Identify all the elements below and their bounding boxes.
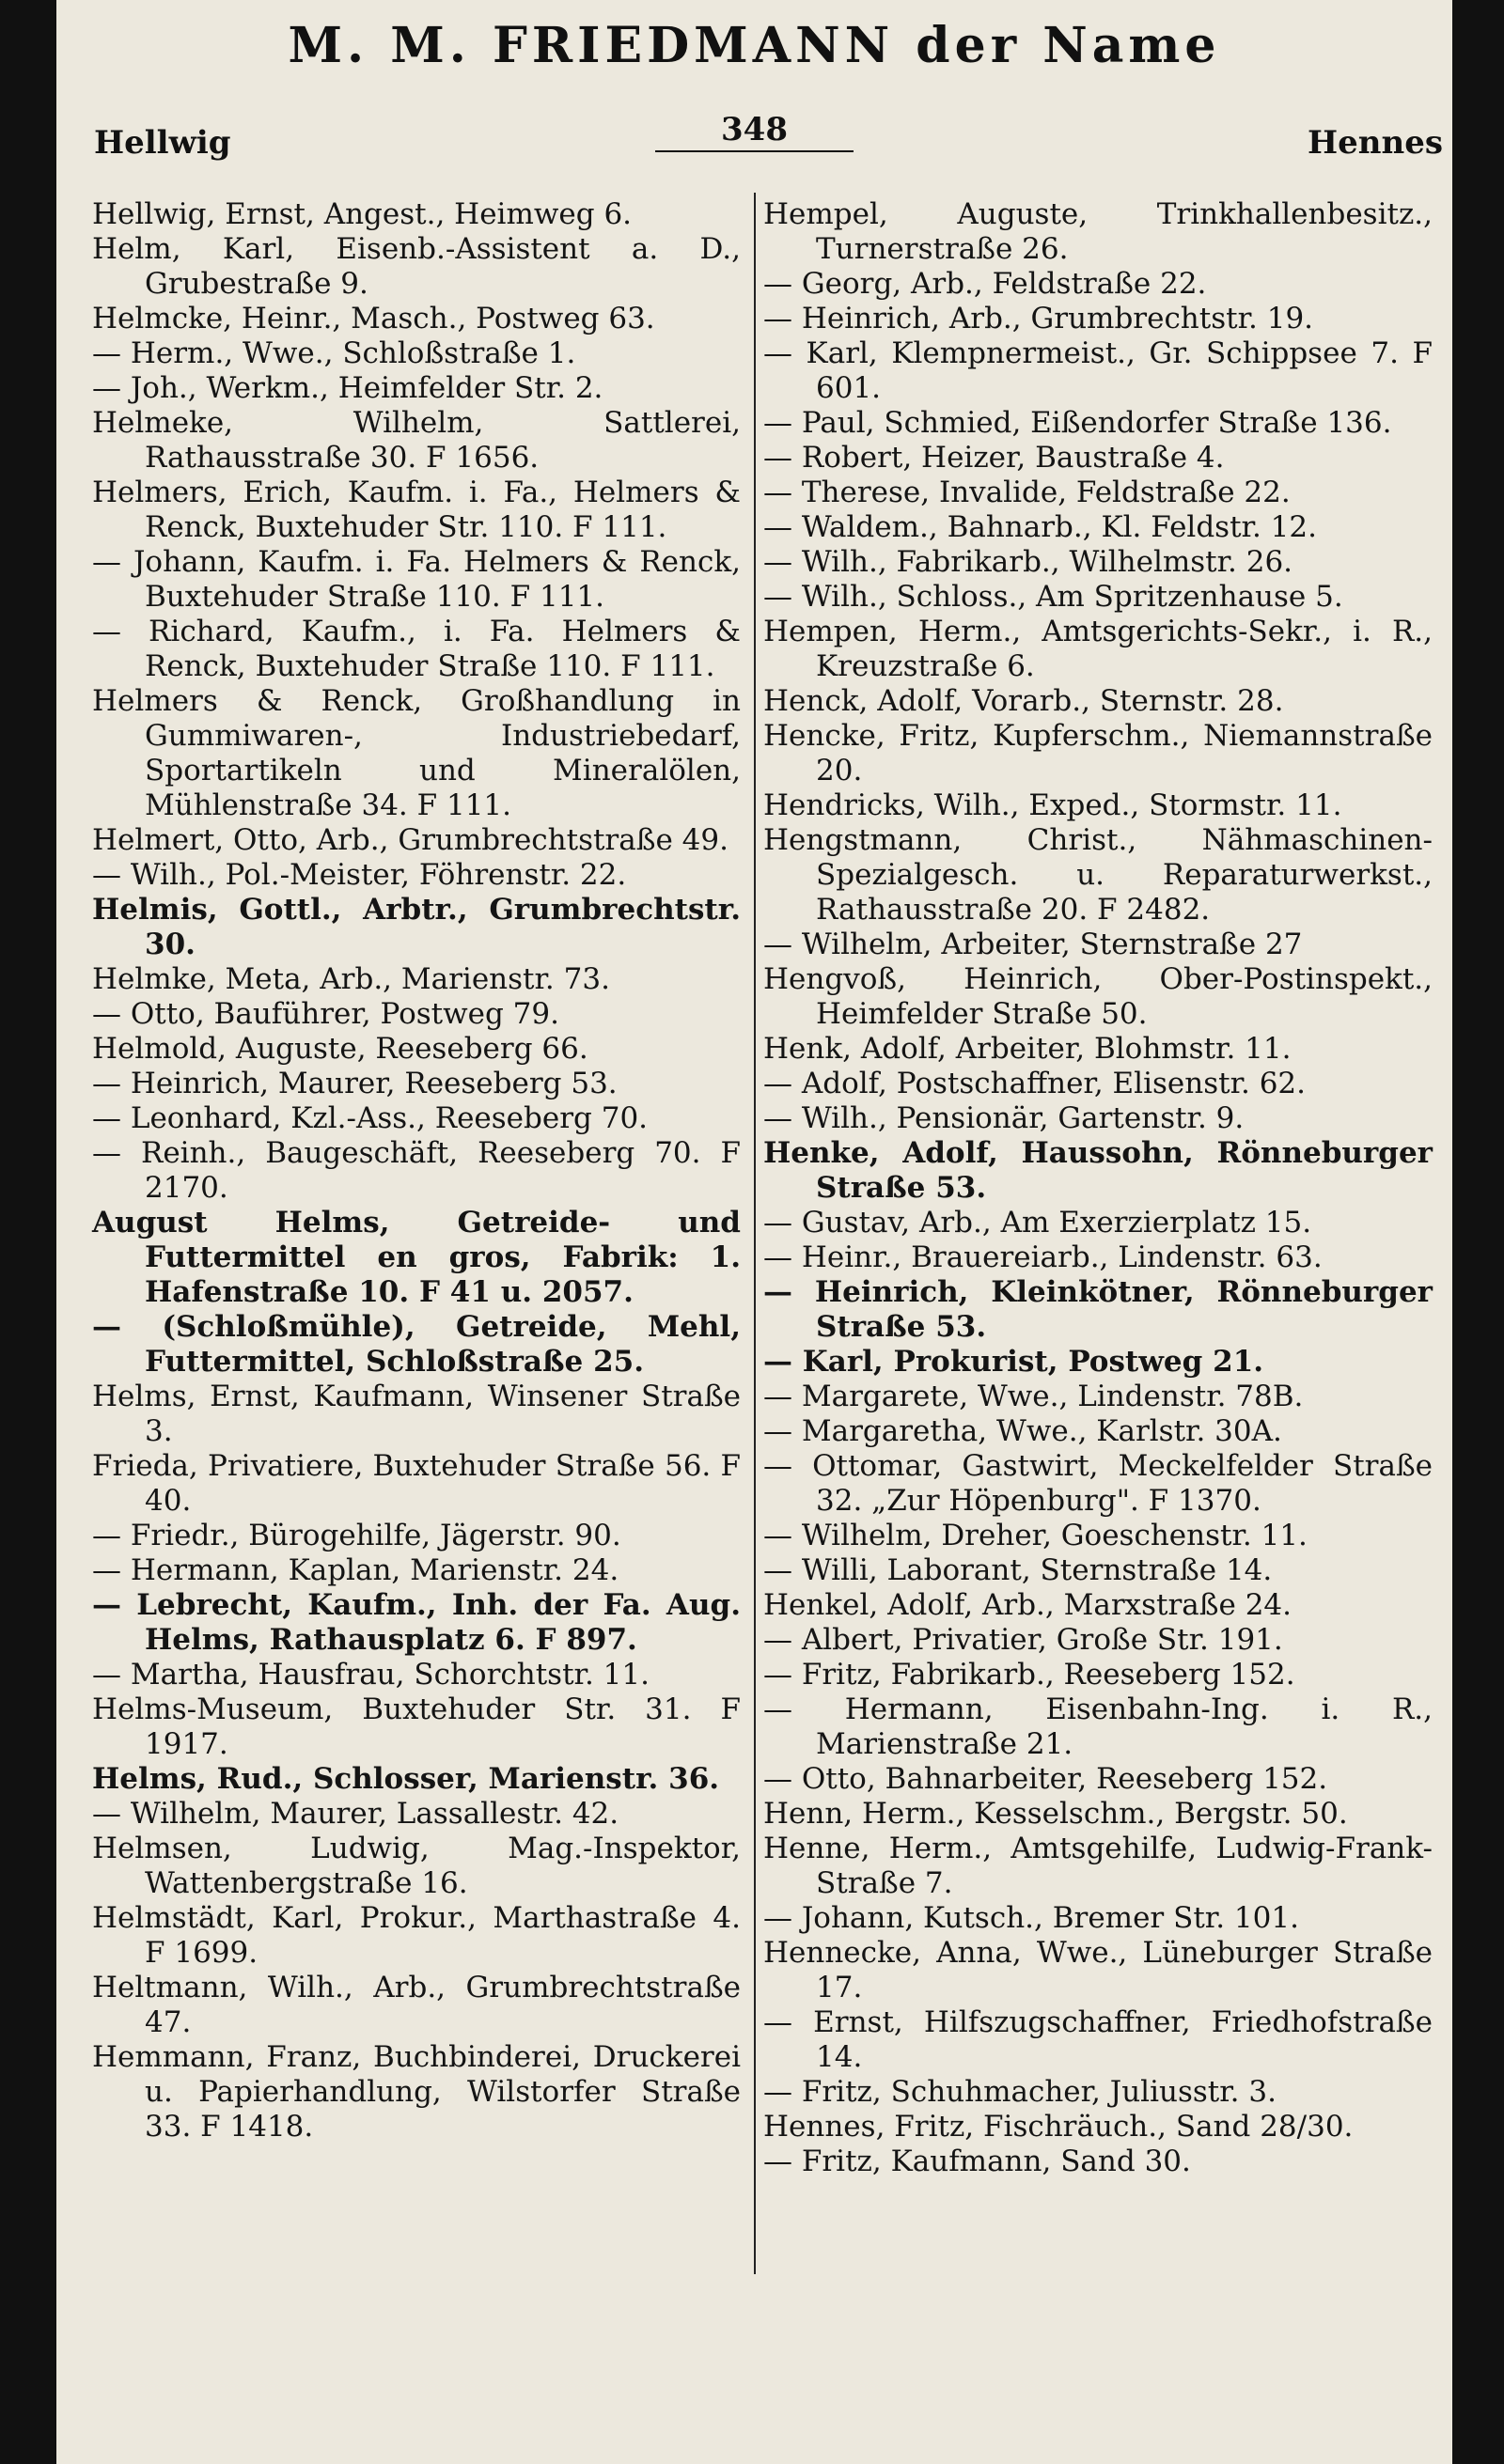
directory-entry: — Johann, Kaufm. i. Fa. Helmers & Renck, Buxtehuder Straße 110. F 111.	[92, 545, 741, 614]
page-number: 348	[655, 111, 854, 152]
directory-entry: Helmold, Auguste, Reeseberg 66.	[92, 1032, 588, 1066]
directory-entry: — Richard, Kaufm., i. Fa. Helmers & Renck, Buxtehuder Straße 110. F 111.	[92, 615, 741, 683]
directory-entry: Helmers & Renck, Großhandlung in Gummiwaren-, Industriebedarf, Sportartikeln und Mineralölen, Mühlenstraße 34. F 111.	[92, 684, 741, 822]
directory-entry: — Wilh., Pensionär, Gartenstr. 9.	[763, 1101, 1245, 1135]
directory-entry: — Karl, Prokurist, Postweg 21.	[763, 1345, 1264, 1379]
directory-entry: Henck, Adolf, Vorarb., Sternstr. 28.	[763, 684, 1284, 718]
directory-entry: Henne, Herm., Amtsgehilfe, Ludwig-Frank-Straße 7.	[763, 1832, 1433, 1900]
page-number-wrapper	[56, 111, 1452, 152]
directory-entry: — Otto, Bahnarbeiter, Reeseberg 152.	[763, 1762, 1328, 1796]
directory-entry: — Heinr., Brauereiarb., Lindenstr. 63.	[763, 1240, 1323, 1274]
directory-entry: — Ernst, Hilfszugschaffner, Friedhofstraße 14.	[763, 2005, 1433, 2074]
directory-entry: — Karl, Klempnermeist., Gr. Schippsee 7. F 601.	[763, 336, 1433, 405]
directory-entry: Henk, Adolf, Arbeiter, Blohmstr. 11.	[763, 1032, 1292, 1066]
directory-entry: — Fritz, Schuhmacher, Juliusstr. 3.	[763, 2075, 1277, 2109]
directory-entry: — Martha, Hausfrau, Schorchtstr. 11.	[92, 1658, 650, 1692]
banner-advertisement: M. M. FRIEDMANN der Name	[288, 17, 1221, 74]
directory-entry: — Hermann, Eisenbahn-Ing. i. R., Marienstraße 21.	[763, 1692, 1433, 1761]
directory-entry: — Heinrich, Maurer, Reeseberg 53.	[92, 1067, 618, 1100]
directory-entry: — Margarete, Wwe., Lindenstr. 78B.	[763, 1380, 1304, 1413]
directory-entry: Hennecke, Anna, Wwe., Lüneburger Straße 17.	[763, 1936, 1433, 2004]
directory-entry: — Willi, Laborant, Sternstraße 14.	[763, 1553, 1273, 1587]
directory-entry: — Adolf, Postschaffner, Elisenstr. 62.	[763, 1067, 1307, 1100]
directory-entry: — Joh., Werkm., Heimfelder Str. 2.	[92, 371, 603, 405]
directory-entry: — Wilhelm, Maurer, Lassallestr. 42.	[92, 1797, 619, 1831]
directory-entry: Hengvoß, Heinrich, Ober-Postinspekt., Heimfelder Straße 50.	[763, 962, 1433, 1031]
running-head-right: Hennes	[1308, 124, 1443, 162]
directory-entry: — Otto, Bauführer, Postweg 79.	[92, 997, 559, 1031]
directory-entry: Helms-Museum, Buxtehuder Str. 31. F 1917.	[92, 1692, 741, 1761]
directory-entry: Hendricks, Wilh., Exped., Stormstr. 11.	[763, 788, 1342, 822]
directory-entry: Hennes, Fritz, Fischräuch., Sand 28/30.	[763, 2110, 1354, 2144]
directory-entry: — Fritz, Kaufmann, Sand 30.	[763, 2144, 1191, 2178]
directory-entry: — Wilhelm, Arbeiter, Sternstraße 27	[763, 928, 1303, 961]
directory-entry: Helmsen, Ludwig, Mag.-Inspektor, Wattenbergstraße 16.	[92, 1832, 741, 1900]
directory-entry: — Georg, Arb., Feldstraße 22.	[763, 267, 1207, 301]
directory-entry: — Johann, Kutsch., Bremer Str. 101.	[763, 1901, 1299, 1935]
directory-entry: — Leonhard, Kzl.-Ass., Reeseberg 70.	[92, 1101, 649, 1135]
directory-entry: — Robert, Heizer, Baustraße 4.	[763, 441, 1225, 475]
directory-entry: — Fritz, Fabrikarb., Reeseberg 152.	[763, 1658, 1295, 1692]
directory-entry: — Lebrecht, Kaufm., Inh. der Fa. Aug. Helms, Rathausplatz 6. F 897.	[92, 1588, 741, 1657]
directory-entry: Heltmann, Wilh., Arb., Grumbrechtstraße 47.	[92, 1971, 741, 2039]
directory-entry: — Wilh., Fabrikarb., Wilhelmstr. 26.	[763, 545, 1293, 579]
directory-entry: Helmke, Meta, Arb., Marienstr. 73.	[92, 962, 610, 996]
directory-entry: Hellwig, Ernst, Angest., Heimweg 6.	[92, 197, 633, 231]
directory-entry: Helmis, Gottl., Arbtr., Grumbrechtstr. 30.	[92, 893, 741, 961]
directory-entry: Helmers, Erich, Kaufm. i. Fa., Helmers & Renck, Buxtehuder Str. 110. F 111.	[92, 476, 741, 544]
directory-entry: Helmstädt, Karl, Prokur., Marthastraße 4. F 1699.	[92, 1901, 741, 1970]
directory-entry: Hempen, Herm., Amtsgerichts-Sekr., i. R., Kreuzstraße 6.	[763, 615, 1433, 683]
directory-entry: — Friedr., Bürogehilfe, Jägerstr. 90.	[92, 1519, 621, 1552]
left-column	[92, 197, 741, 2144]
directory-entry: — Paul, Schmied, Eißendorfer Straße 136.	[763, 406, 1392, 440]
directory-entry: Helmcke, Heinr., Masch., Postweg 63.	[92, 302, 655, 335]
directory-entry: Helms, Rud., Schlosser, Marienstr. 36.	[92, 1762, 720, 1796]
directory-entry: — Herm., Wwe., Schloßstraße 1.	[92, 336, 576, 370]
directory-entry: Hengstmann, Christ., Nähmaschinen-Spezialgesch. u. Reparaturwerkst., Rathausstraße 20. F 2482.	[763, 823, 1433, 927]
directory-entry: — Gustav, Arb., Am Exerzierplatz 15.	[763, 1206, 1312, 1240]
directory-entry: Henn, Herm., Kesselschm., Bergstr. 50.	[763, 1797, 1348, 1831]
directory-entry: — Wilhelm, Dreher, Goeschenstr. 11.	[763, 1519, 1308, 1552]
directory-entry: Helm, Karl, Eisenb.-Assistent a. D., Grubestraße 9.	[92, 232, 741, 301]
directory-entry: — Therese, Invalide, Feldstraße 22.	[763, 476, 1291, 509]
directory-entry: Hencke, Fritz, Kupferschm., Niemannstraße 20.	[763, 719, 1433, 788]
directory-entry: — Wilh., Pol.-Meister, Föhrenstr. 22.	[92, 858, 627, 892]
directory-entry: Hempel, Auguste, Trinkhallenbesitz., Turnerstraße 26.	[763, 197, 1433, 266]
right-column	[763, 197, 1433, 2179]
directory-entry: Helms, Ernst, Kaufmann, Winsener Straße 3.	[92, 1380, 741, 1448]
directory-entry: — Wilh., Schloss., Am Spritzenhause 5.	[763, 580, 1343, 614]
directory-entry: — Hermann, Kaplan, Marienstr. 24.	[92, 1553, 619, 1587]
directory-page	[56, 0, 1452, 2464]
directory-entry: Henke, Adolf, Haussohn, Rönneburger Straße 53.	[763, 1136, 1433, 1205]
directory-entry: — Margaretha, Wwe., Karlstr. 30A.	[763, 1414, 1282, 1448]
directory-entry: Henkel, Adolf, Arb., Marxstraße 24.	[763, 1588, 1292, 1622]
running-head-left: Hellwig	[94, 124, 231, 162]
directory-entry: Helmeke, Wilhelm, Sattlerei, Rathausstraße 30. F 1656.	[92, 406, 741, 475]
directory-entry: — Ottomar, Gastwirt, Meckelfelder Straße 32. „Zur Höpenburg". F 1370.	[763, 1449, 1433, 1518]
directory-entry: Frieda, Privatiere, Buxtehuder Straße 56. F 40.	[92, 1449, 741, 1518]
directory-entry: — (Schloßmühle), Getreide, Mehl, Futtermittel, Schloßstraße 25.	[92, 1310, 741, 1379]
directory-entry: — Heinrich, Kleinkötner, Rönneburger Straße 53.	[763, 1275, 1433, 1344]
directory-entry: — Reinh., Baugeschäft, Reeseberg 70. F 2170.	[92, 1136, 741, 1205]
directory-entry: Helmert, Otto, Arb., Grumbrechtstraße 49.	[92, 823, 728, 857]
column-divider	[754, 193, 756, 2274]
directory-entry: — Albert, Privatier, Große Str. 191.	[763, 1623, 1283, 1657]
directory-entry: Hemmann, Franz, Buchbinderei, Druckerei u. Papierhandlung, Wilstorfer Straße 33. F 1418.	[92, 2040, 741, 2144]
directory-entry: August Helms, Getreide- und Futtermittel en gros, Fabrik: 1. Hafenstraße 10. F 41 u. 2057.	[92, 1206, 741, 1309]
directory-entry: — Heinrich, Arb., Grumbrechtstr. 19.	[763, 302, 1314, 335]
directory-entry: — Waldem., Bahnarb., Kl. Feldstr. 12.	[763, 510, 1317, 544]
